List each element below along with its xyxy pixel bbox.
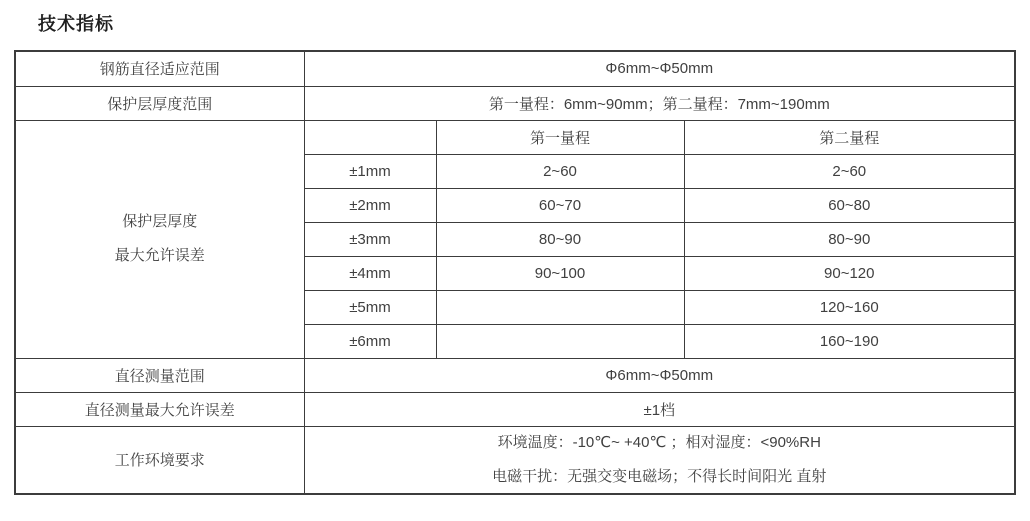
tolerance-cell: ±2mm: [304, 188, 436, 222]
max-error-label-line1: 保护层厚度: [122, 213, 198, 230]
row-label-rebar-diameter-range: 钢筋直径适应范围: [15, 51, 304, 86]
range1-cell: 2~60: [436, 154, 684, 188]
tolerance-cell: ±5mm: [304, 290, 436, 324]
table-row: [15, 392, 1015, 426]
range2-cell: 120~160: [684, 290, 1015, 324]
range1-cell: [436, 290, 684, 324]
tolerance-cell: ±1mm: [304, 154, 436, 188]
subtable-corner-empty-cell: [304, 120, 436, 154]
range2-cell: 2~60: [684, 154, 1015, 188]
row-value-diameter-measure-max-error: ±1档: [304, 392, 1015, 426]
row-label-max-allowed-error: [15, 120, 304, 358]
row-label-diameter-measure-range: 直径测量范围: [15, 358, 304, 392]
row-value-working-environment: [304, 426, 1015, 494]
working-environment-line1: 环境温度：-10℃~ +40℃ ；相对湿度：<90%RH: [497, 433, 821, 451]
tolerance-cell: ±3mm: [304, 222, 436, 256]
row-value-rebar-diameter-range: Φ6mm~Φ50mm: [304, 51, 1015, 86]
row-label-diameter-measure-max-error: 直径测量最大允许误差: [15, 392, 304, 426]
row-label-working-environment: 工作环境要求: [15, 426, 304, 494]
table-row: [15, 426, 1015, 494]
subtable-header-range1: 第一量程: [436, 120, 684, 154]
range2-cell: 80~90: [684, 222, 1015, 256]
working-environment-line2: 电磁干扰：无强交变电磁场；不得长时间阳光 直射: [492, 467, 827, 485]
row-value-diameter-measure-range: Φ6mm~Φ50mm: [304, 358, 1015, 392]
range2-cell: 60~80: [684, 188, 1015, 222]
range1-cell: [436, 324, 684, 358]
range1-cell: 60~70: [436, 188, 684, 222]
table-row: [15, 358, 1015, 392]
row-label-cover-thickness-range: 保护层厚度范围: [15, 86, 304, 120]
table-row: [15, 86, 1015, 120]
range2-cell: 160~190: [684, 324, 1015, 358]
technical-specs-table: [14, 50, 1016, 495]
table-row: [15, 120, 1015, 154]
subtable-header-range2: 第二量程: [684, 120, 1015, 154]
max-error-label-line2: 最大允许误差: [114, 247, 205, 264]
table-row: [15, 51, 1015, 86]
page-title: 技术指标: [38, 14, 114, 34]
tolerance-cell: ±4mm: [304, 256, 436, 290]
range1-cell: 90~100: [436, 256, 684, 290]
range2-cell: 90~120: [684, 256, 1015, 290]
row-value-cover-thickness-range: 第一量程：6mm~90mm；第二量程：7mm~190mm: [304, 86, 1015, 120]
range1-cell: 80~90: [436, 222, 684, 256]
tolerance-cell: ±6mm: [304, 324, 436, 358]
